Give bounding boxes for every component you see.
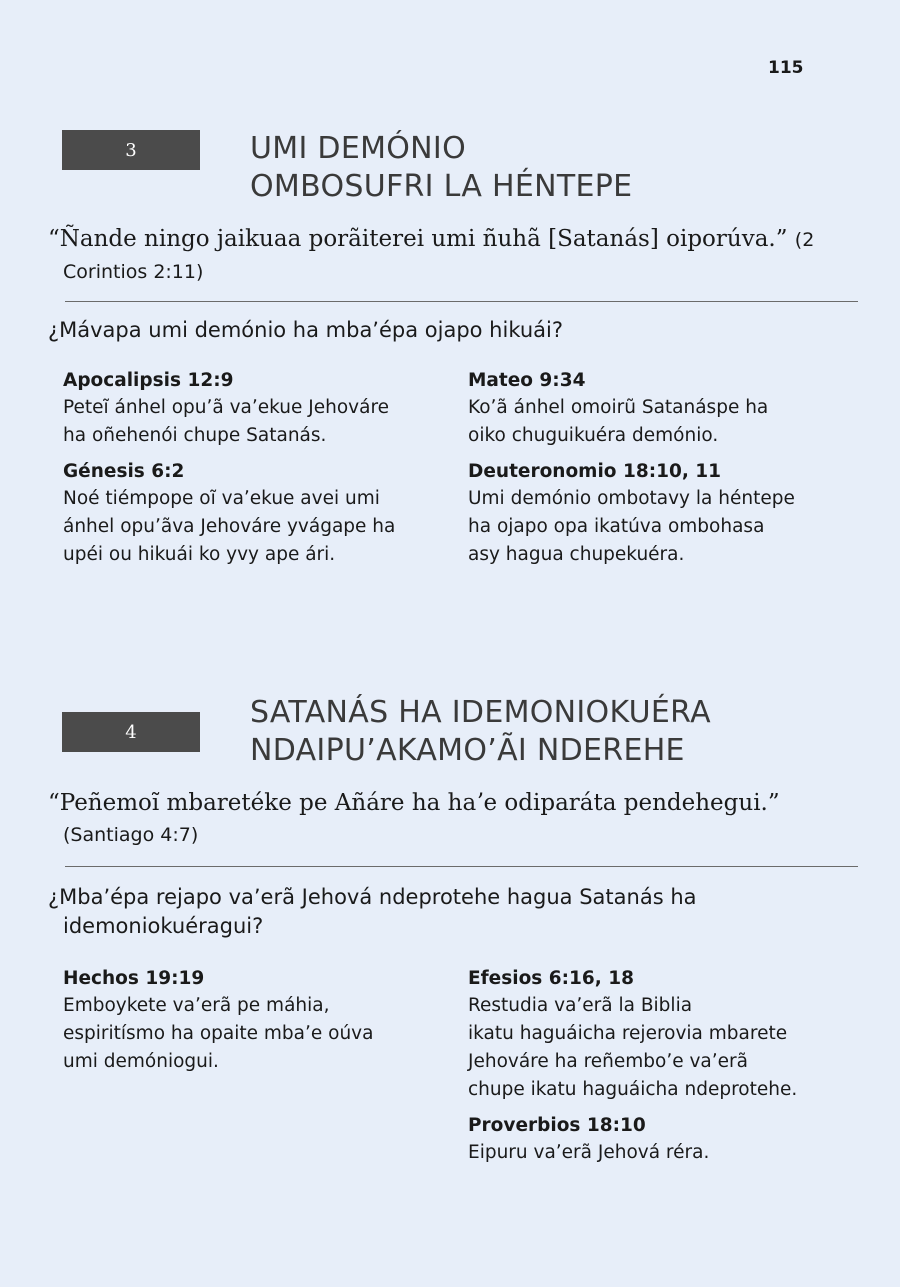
section-question: ¿Mbaʼépa rejapo vaʼerã Jehová ndeprotehe hagua Satanás ha idemoniokuéragui? xyxy=(48,885,697,938)
divider xyxy=(65,866,858,867)
scripture-quote xyxy=(48,788,863,851)
quote-text: “Ñande ningo jaikuaa porãiterei umi ñuhã [Satanás] oiporúva.” xyxy=(48,226,788,252)
left-column xyxy=(63,965,448,1084)
right-column xyxy=(468,965,853,1175)
section-question: ¿Mávapa umi demónio ha mbaʼépa ojapo hikuái? xyxy=(48,318,564,342)
scripture-summary: Restudia vaʼerã la Biblia ikatu haguáicha rejerovia mbarete Jehováre ha reñemboʼe vaʼerã chupe ikatu haguáicha ndeprotehe. xyxy=(468,995,798,1100)
scripture-summary: Noé tiémpope oĩ vaʼekue avei umi ánhel opuʼãva Jehováre yvágape ha upéi ou hikuái ko yvy ape ári. xyxy=(63,488,396,565)
scripture-summary: Umi demónio ombotavy la héntepe ha ojapo opa ikatúva ombohasa asy hagua chupekuéra. xyxy=(468,488,795,565)
section-number-badge: 3 xyxy=(62,130,200,170)
scripture-reference: Deuteronomio 18:10, 11 xyxy=(468,461,722,482)
section-heading-line2: NDAIPUʼAKAMOʼÃI NDEREHE xyxy=(250,733,685,768)
divider xyxy=(65,301,858,302)
section-heading-line1: UMI DEMÓNIO xyxy=(250,131,466,166)
scripture-entry xyxy=(63,965,448,1076)
scripture-reference: Mateo 9:34 xyxy=(468,370,586,391)
scripture-reference: Proverbios 18:10 xyxy=(468,1115,646,1136)
scripture-reference: Hechos 19:19 xyxy=(63,968,205,989)
scripture-reference: Génesis 6:2 xyxy=(63,461,185,482)
scripture-entry xyxy=(63,367,448,450)
scripture-entry xyxy=(468,458,853,569)
scripture-entry xyxy=(468,1112,853,1167)
quote-reference: (Santiago 4:7) xyxy=(63,824,199,846)
quote-text: “Peñemoĩ mbaretéke pe Añáre ha haʼe odiparáta pendehegui.” xyxy=(48,790,780,816)
section-heading-line1: SATANÁS HA IDEMONIOKUÉRA xyxy=(250,695,711,730)
right-column xyxy=(468,367,853,577)
scripture-quote xyxy=(48,224,863,288)
scripture-entry xyxy=(468,965,853,1104)
scripture-reference: Apocalipsis 12:9 xyxy=(63,370,234,391)
section-heading xyxy=(250,130,870,206)
scripture-entry xyxy=(63,458,448,569)
scripture-entry xyxy=(468,367,853,450)
section-number-badge: 4 xyxy=(62,712,200,752)
scripture-summary: Koʼã ánhel omoirũ Satanáspe ha oiko chuguikuéra demónio. xyxy=(468,397,769,446)
left-column xyxy=(63,367,448,577)
section-heading-line2: OMBOSUFRI LA HÉNTEPE xyxy=(250,169,633,204)
quote-reference: (2 Corintios 2:11) xyxy=(63,229,815,283)
scripture-reference: Efesios 6:16, 18 xyxy=(468,968,634,989)
page-number: 115 xyxy=(768,58,804,78)
scripture-summary: Eipuru vaʼerã Jehová réra. xyxy=(468,1142,710,1163)
scripture-summary: Peteĩ ánhel opuʼã vaʼekue Jehováre ha oñehenói chupe Satanás. xyxy=(63,397,390,446)
scripture-summary: Emboykete vaʼerã pe máhia, espiritísmo ha opaite mbaʼe oúva umi demóniogui. xyxy=(63,995,374,1072)
section-heading xyxy=(250,694,870,770)
